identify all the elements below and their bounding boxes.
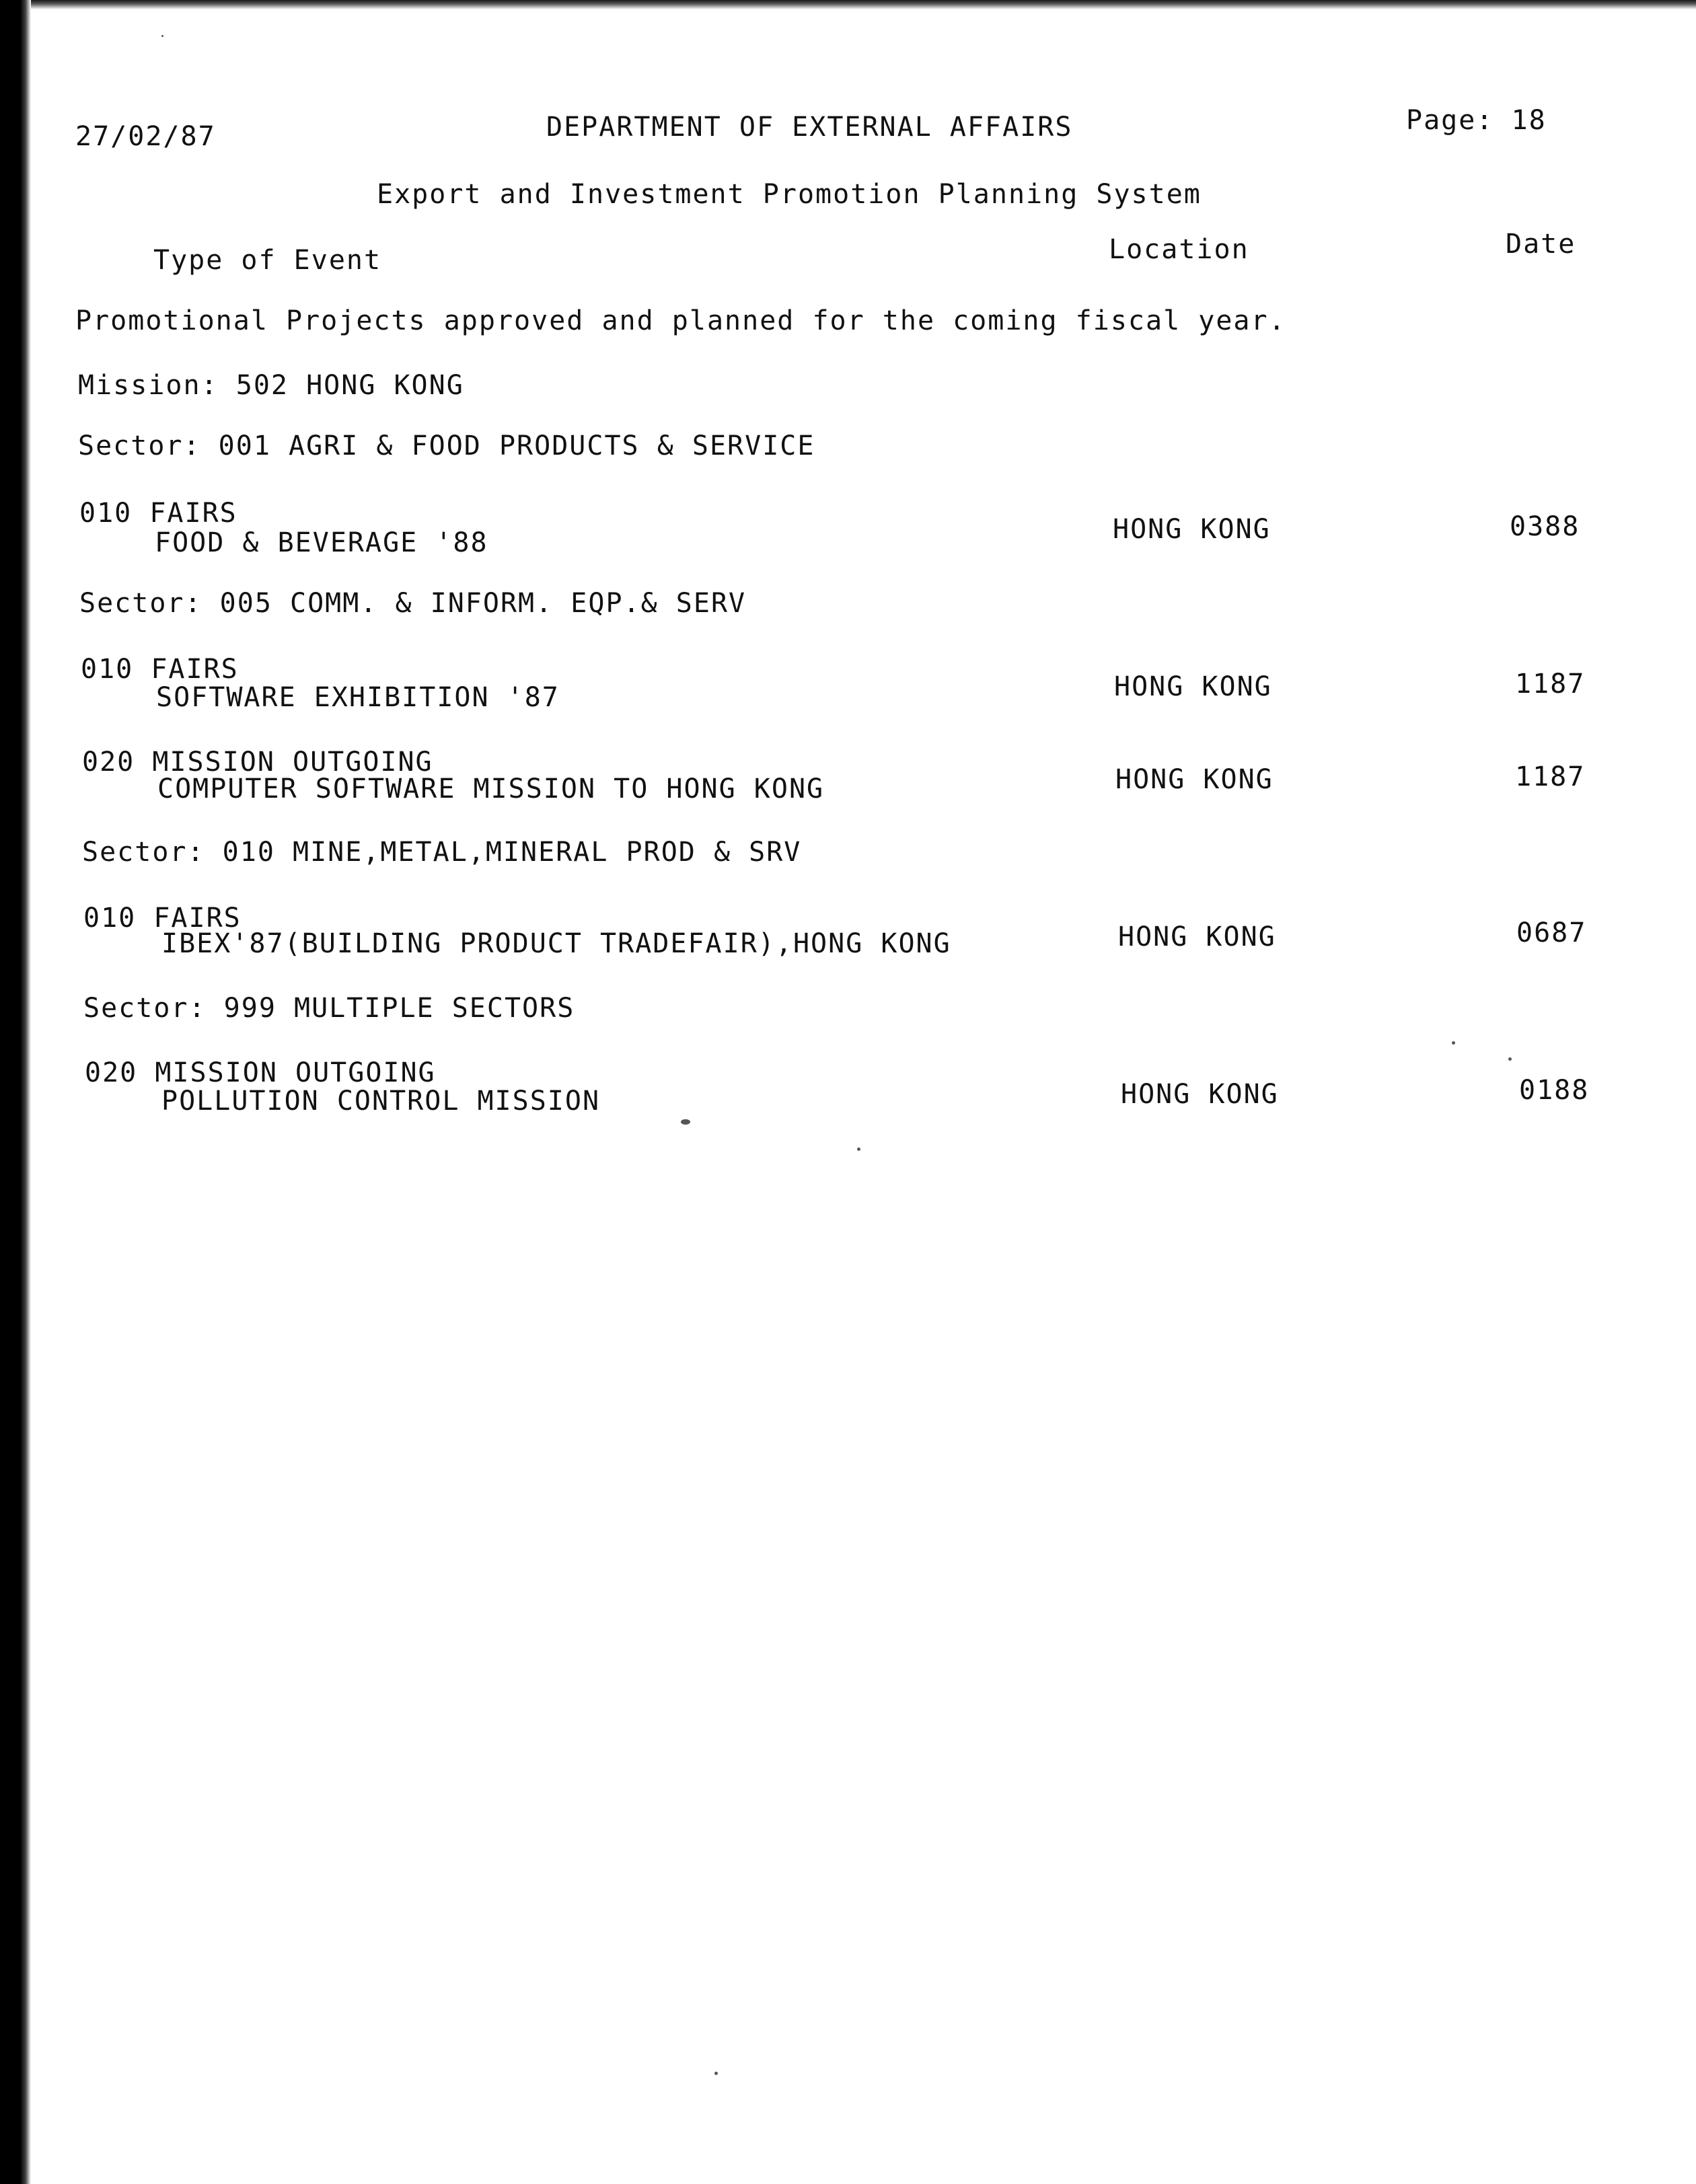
event-location: HONG KONG xyxy=(1115,764,1274,795)
event-type: 010 FAIRS xyxy=(81,654,239,685)
scan-speck xyxy=(714,2072,718,2075)
event-name: POLLUTION CONTROL MISSION xyxy=(161,1086,601,1117)
system-title: Export and Investment Promotion Planning System xyxy=(377,179,1202,210)
scan-edge-top xyxy=(0,0,1696,9)
event-type: 010 FAIRS xyxy=(83,903,242,934)
scan-speck xyxy=(857,1147,860,1151)
sector-heading: Sector: 005 COMM. & INFORM. EQP.& SERV xyxy=(79,588,747,619)
event-name: IBEX'87(BUILDING PRODUCT TRADEFAIR),HONG KONG xyxy=(161,928,951,959)
event-name: FOOD & BEVERAGE '88 xyxy=(155,527,488,558)
scan-mark xyxy=(681,1119,690,1125)
event-name: SOFTWARE EXHIBITION '87 xyxy=(156,682,560,713)
event-date: 1187 xyxy=(1515,669,1586,700)
event-location: HONG KONG xyxy=(1118,921,1276,952)
event-type: 020 MISSION OUTGOING xyxy=(82,747,433,778)
scan-speck xyxy=(1508,1057,1512,1061)
column-header-location: Location xyxy=(1109,234,1249,265)
event-type: 010 FAIRS xyxy=(79,498,237,529)
event-location: HONG KONG xyxy=(1113,514,1271,545)
event-location: HONG KONG xyxy=(1121,1079,1279,1110)
event-location: HONG KONG xyxy=(1114,671,1272,702)
page-number: Page: 18 xyxy=(1406,105,1547,136)
scan-speck xyxy=(161,35,163,37)
event-date: 0687 xyxy=(1516,917,1587,948)
intro-text: Promotional Projects approved and planned for the coming fiscal year. xyxy=(75,305,1286,336)
mission-line: Mission: 502 HONG KONG xyxy=(78,370,464,401)
sector-heading: Sector: 001 AGRI & FOOD PRODUCTS & SERVICE xyxy=(78,430,815,461)
sector-heading: Sector: 999 MULTIPLE SECTORS xyxy=(83,993,575,1024)
column-header-type-of-event: Type of Event xyxy=(153,245,382,276)
event-type: 020 MISSION OUTGOING xyxy=(85,1057,436,1088)
scan-speck xyxy=(1452,1041,1455,1045)
sector-heading: Sector: 010 MINE,METAL,MINERAL PROD & SRV xyxy=(82,837,802,868)
event-date: 1187 xyxy=(1515,761,1586,792)
column-header-date: Date xyxy=(1506,229,1576,260)
event-name: COMPUTER SOFTWARE MISSION TO HONG KONG xyxy=(157,774,825,804)
event-date: 0188 xyxy=(1519,1075,1590,1106)
event-date: 0388 xyxy=(1510,511,1580,542)
scan-edge-left xyxy=(0,0,31,2184)
report-date: 27/02/87 xyxy=(75,121,216,152)
department-title: DEPARTMENT OF EXTERNAL AFFAIRS xyxy=(546,112,1073,143)
